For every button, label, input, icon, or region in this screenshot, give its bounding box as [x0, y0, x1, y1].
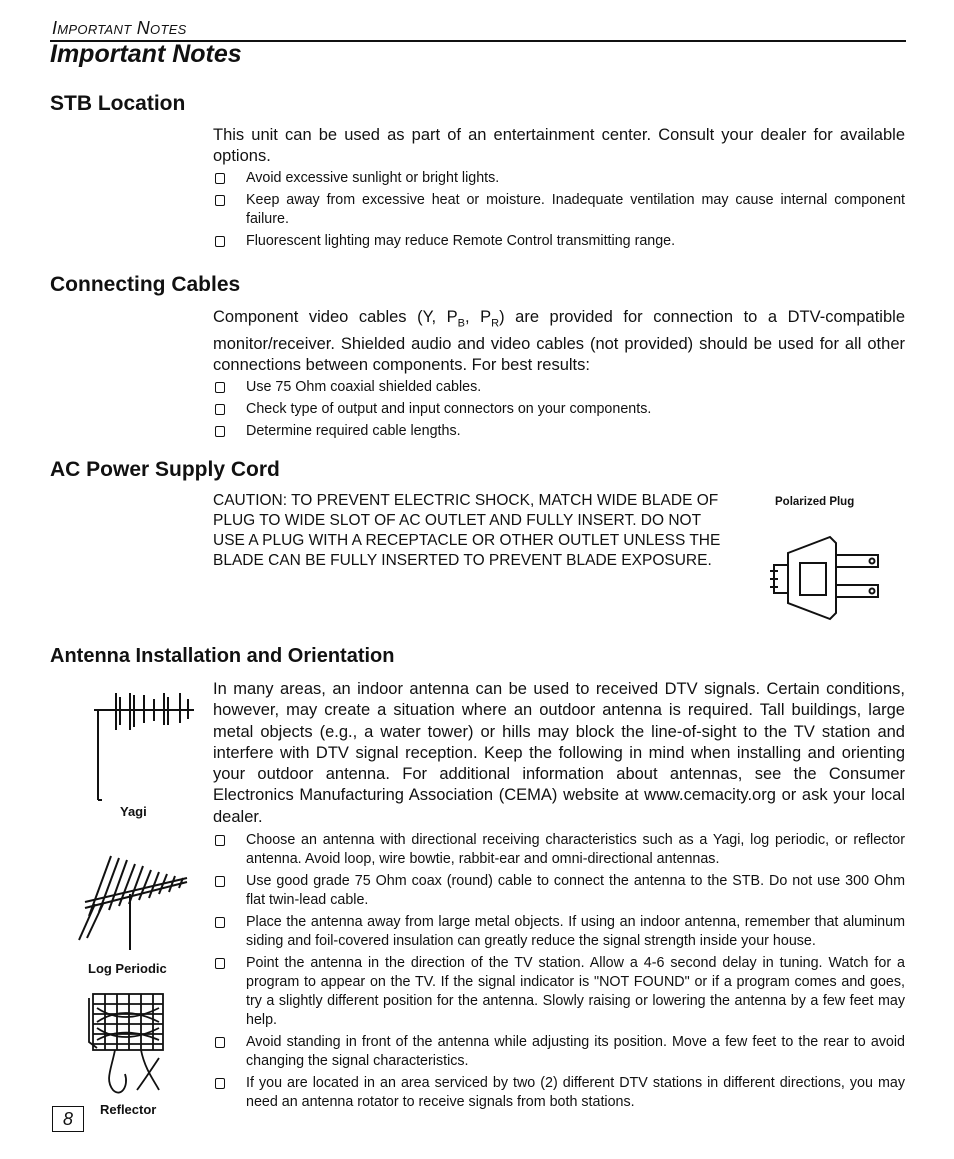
list-item: Use 75 Ohm coaxial shielded cables.	[213, 378, 905, 397]
reflector-antenna-icon	[85, 990, 175, 1100]
list-item: Determine required cable lengths.	[213, 422, 905, 441]
list-item: Place the antenna away from large metal objects. If using an indoor antenna, remember that aluminum siding and foil-covered insulation can greatly reduce the signal strength inside your house.	[213, 913, 905, 951]
list-item: Keep away from excessive heat or moisture. Inadequate ventilation may cause internal component failure.	[213, 191, 905, 229]
cables-bullet-list	[213, 378, 905, 441]
list-item: Avoid excessive sunlight or bright lights.	[213, 169, 905, 188]
checkbox-bullet-icon	[215, 1078, 225, 1089]
connecting-cables-heading: Connecting Cables	[50, 273, 241, 296]
checkbox-bullet-icon	[215, 382, 225, 393]
stb-intro: This unit can be used as part of an entertainment center. Consult your dealer for available options.	[213, 126, 905, 165]
checkbox-bullet-icon	[215, 195, 225, 206]
polarized-plug-icon	[760, 535, 885, 620]
antenna-section	[213, 679, 905, 1115]
cables-intro: Component video cables (Y, $P_B$, $P_R$) are provided for connection to a DTV-compatible monitor/receiver. Shielded audio and video cables (not provided) should be used for all other connections between components. For best results:	[213, 308, 905, 375]
list-item: Avoid standing in front of the antenna while adjusting its position. Move a few feet to the rear to avoid changing the signal characteristics.	[213, 1033, 905, 1071]
list-item: If you are located in an area serviced by two (2) different DTV stations in different directions, you may need an antenna rotator to receive signals from both stations.	[213, 1074, 905, 1112]
list-item: Point the antenna in the direction of the TV station. Allow a 4-6 second delay in tuning. Watch for a program to appear on the TV. If the signal indicator is "NOT FOUND" or if a program comes and goes, try a slightly different position for the antenna. Slowly raising or lowering the antenna by a few feet may help.	[213, 954, 905, 1030]
checkbox-bullet-icon	[215, 917, 225, 928]
antenna-intro: In many areas, an indoor antenna can be used to received DTV signals. Certain conditions, however, may create a situation where an outdoor antenna is required. Tall buildings, large metal objects (e.g., a water tower) or hills may block the line-of-sight to the TV station and interfere with DTV signal reception. Keep the following in mind when installing and orienting your outdoor antenna. For additional information about antennas, see the Consumer Electronics Manufacturing Association (CEMA) website at www.cemacity.org or ask your local dealer.	[213, 680, 905, 826]
reflector-label: Reflector	[100, 1102, 157, 1117]
yagi-label: Yagi	[120, 804, 147, 819]
page-title: Important Notes	[50, 40, 242, 68]
stb-bullet-list	[213, 169, 905, 251]
list-item: Check type of output and input connectors on your components.	[213, 400, 905, 419]
log-periodic-label: Log Periodic	[88, 961, 167, 976]
checkbox-bullet-icon	[215, 173, 225, 184]
checkbox-bullet-icon	[215, 404, 225, 415]
connecting-cables-section	[213, 307, 905, 444]
list-item: Choose an antenna with directional receiving characteristics such as a Yagi, log periodic, or reflector antenna. Avoid loop, wire bowtie, rabbit-ear and omni-directional antennas.	[213, 831, 905, 869]
list-item: Use good grade 75 Ohm coax (round) cable to connect the antenna to the STB. Do not use 300 Ohm flat twin-lead cable.	[213, 872, 905, 910]
log-periodic-antenna-icon	[75, 838, 195, 953]
checkbox-bullet-icon	[215, 426, 225, 437]
checkbox-bullet-icon	[215, 236, 225, 247]
ac-power-heading: AC Power Supply Cord	[50, 458, 280, 481]
antenna-bullet-list	[213, 831, 905, 1112]
checkbox-bullet-icon	[215, 835, 225, 846]
polarized-plug-label: Polarized Plug	[775, 496, 855, 508]
stb-location-section	[213, 125, 905, 254]
checkbox-bullet-icon	[215, 1037, 225, 1048]
running-head: Important Notes	[52, 18, 187, 38]
antenna-heading: Antenna Installation and Orientation	[50, 645, 395, 667]
checkbox-bullet-icon	[215, 876, 225, 887]
page-number: 8	[52, 1106, 84, 1132]
checkbox-bullet-icon	[215, 958, 225, 969]
ac-caution-text: CAUTION: TO PREVENT ELECTRIC SHOCK, MATCH WIDE BLADE OF PLUG TO WIDE SLOT OF AC OUTLET AND FULLY INSERT. DO NOT USE A PLUG WITH A RECEPTACLE OR OTHER OUTLET UNLESS THE BLADE CAN BE FULLY INSERTED TO PREVENT BLADE EXPOSURE.	[213, 492, 721, 569]
stb-location-heading: STB Location	[50, 92, 186, 115]
list-item: Fluorescent lighting may reduce Remote Control transmitting range.	[213, 232, 905, 251]
yagi-antenna-icon	[88, 685, 198, 805]
